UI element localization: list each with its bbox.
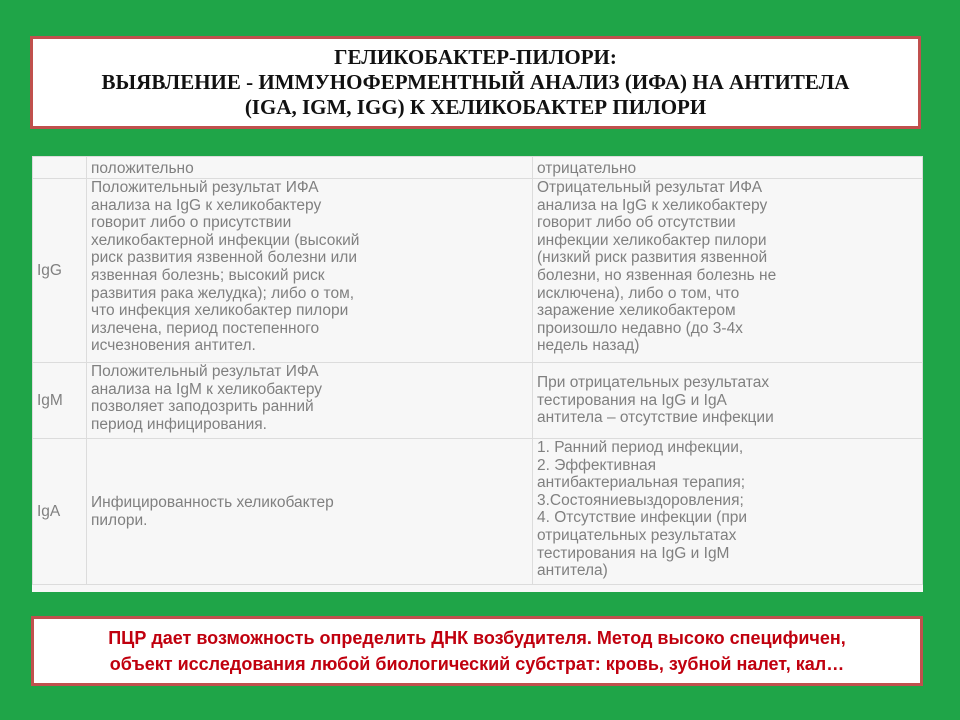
antibody-table	[32, 156, 923, 592]
table-row	[33, 439, 923, 585]
igg-negative-text: Отрицательный результат ИФА анализа на IgG к хеликобактеру говорит либо об отсутствии инфекции хеликобактер пилори (низкий риск развития язвенной болезни, но язвенная болезнь не исключена), либо о том, что заражение хеликобактером произошло недавно (до 3-4х недель назад)	[533, 179, 923, 363]
header-positive: положительно	[87, 157, 533, 179]
table-header-row	[33, 157, 923, 179]
title-line-3: (IGA, IGM, IGG) К ХЕЛИКОБАКТЕР ПИЛОРИ	[244, 95, 707, 119]
iga-negative-text: 1. Ранний период инфекции, 2. Эффективная антибактериальная терапия; 3.Состояниевыздоровления; 4. Отсутствие инфекции (при отрицательных результатах тестирования на IgG и IgM антитела)	[533, 439, 923, 585]
title-line-2: ВЫЯВЛЕНИЕ - ИММУНОФЕРМЕНТНЫЙ АНАЛИЗ (ИФА) НА АНТИТЕЛА	[101, 70, 850, 94]
header-label-cell	[33, 157, 87, 179]
igg-positive-text: Положительный результат ИФА анализа на IgG к хеликобактеру говорит либо о присутствии хеликобактерной инфекции (высокий риск развития язвенной болезни или язвенная болезнь; высокий риск развития рака желудка); либо о том, что инфекция хеликобактер пилори излечена, период постепенного исчезновения антител.	[87, 179, 533, 363]
note-line-2: объект исследования любой биологический субстрат: кровь, зубной налет, кал…	[109, 654, 845, 674]
row-label-iga: IgA	[33, 439, 87, 585]
table-row	[33, 363, 923, 439]
table-row	[33, 179, 923, 363]
note-line-1: ПЦР дает возможность определить ДНК возбудителя. Метод высоко специфичен,	[108, 628, 846, 648]
igm-negative-text: При отрицательных результатах тестирования на IgG и IgA антитела – отсутствие инфекции	[533, 363, 923, 439]
header-negative: отрицательно	[533, 157, 923, 179]
title-box	[30, 36, 921, 129]
title-line-1: ГЕЛИКОБАКТЕР-ПИЛОРИ:	[334, 45, 617, 69]
igm-positive-text: Положительный результат ИФА анализа на IgM к хеликобактеру позволяет заподозрить ранний период инфицирования.	[87, 363, 533, 439]
row-label-igm: IgM	[33, 363, 87, 439]
row-label-igg: IgG	[33, 179, 87, 363]
pcr-note-box	[31, 616, 923, 686]
antibody-table-grid	[32, 156, 923, 585]
iga-positive-text: Инфицированность хеликобактер пилори.	[87, 439, 533, 585]
